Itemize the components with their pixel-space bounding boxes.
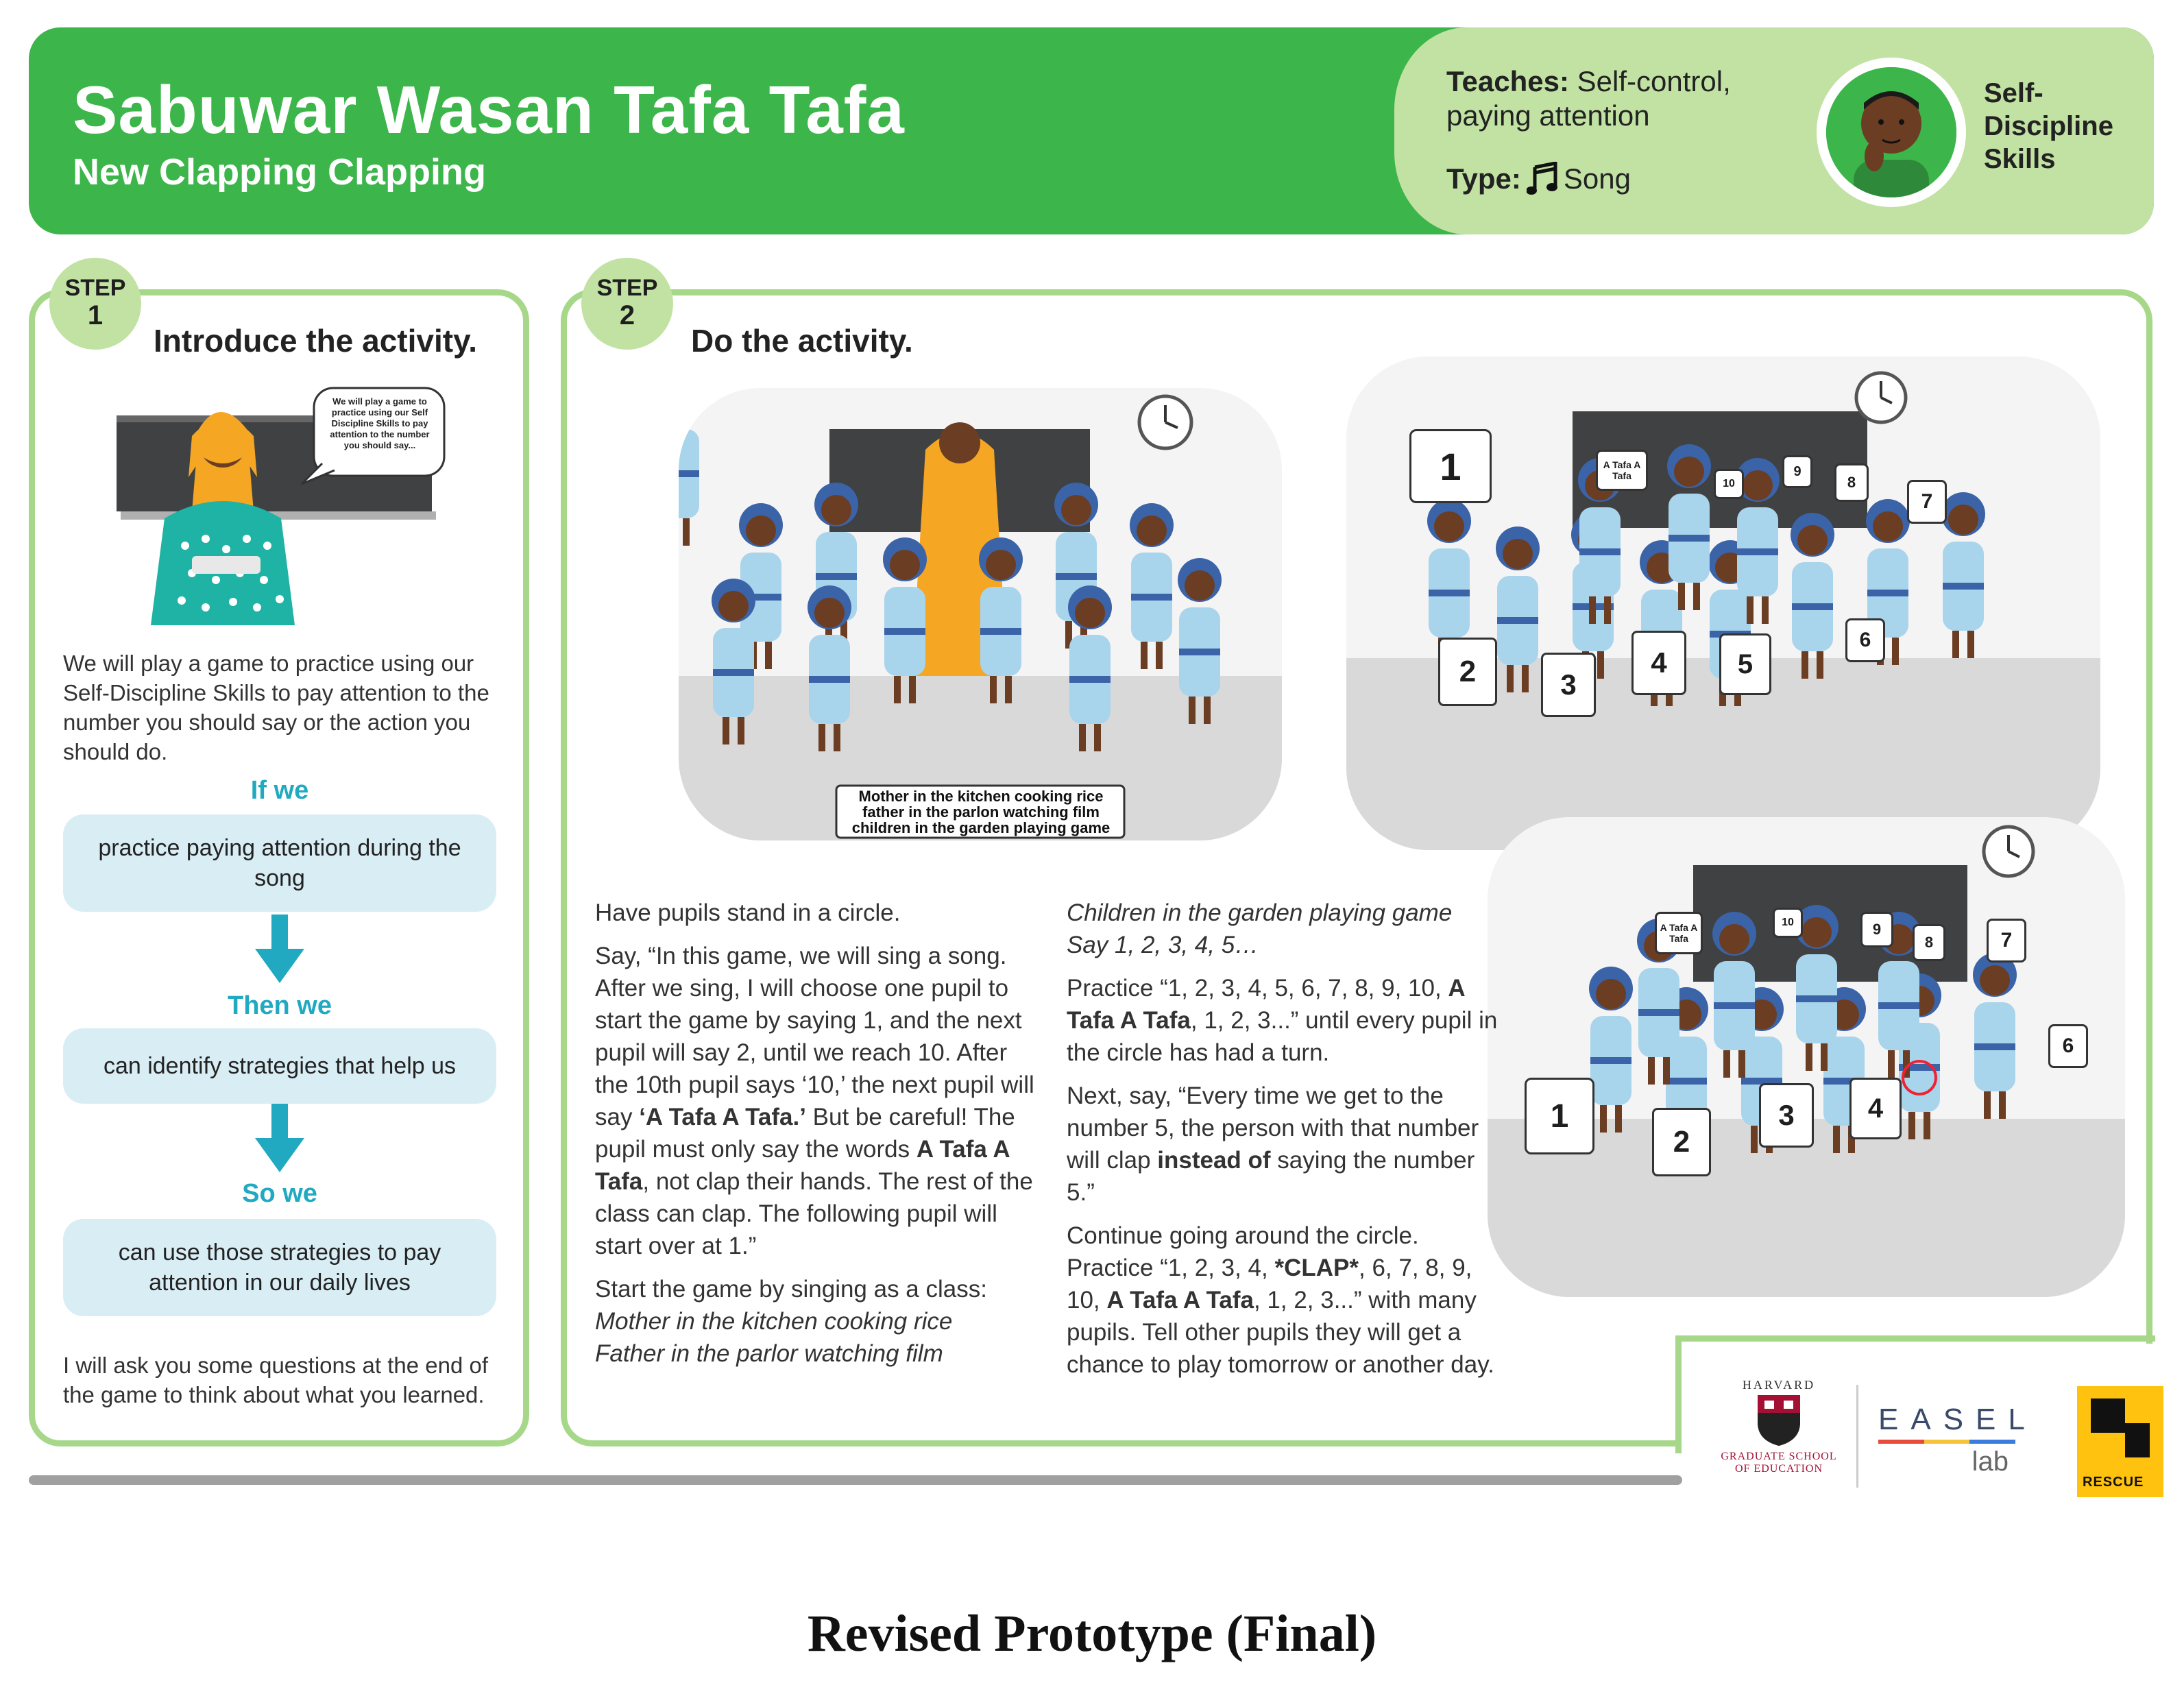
activity-subtitle: New Clapping Clapping xyxy=(73,152,486,193)
flow-label-so: So we xyxy=(242,1179,317,1208)
number-card: 4 xyxy=(1849,1078,1902,1139)
number-card: 7 xyxy=(1907,480,1947,524)
number-card: 1 xyxy=(1409,429,1492,503)
number-card: 2 xyxy=(1438,638,1497,706)
activity-header xyxy=(29,27,2154,234)
flow-box-then: can identify strategies that help us xyxy=(63,1028,496,1104)
step1-badge: STEP 1 xyxy=(49,258,141,350)
flow-label-if: If we xyxy=(250,776,309,805)
step1-title: Introduce the activity. xyxy=(154,323,478,359)
song-caption-box: Mother in the kitchen cooking rice father in the parlon watching film children in the garden playing game xyxy=(851,788,1111,836)
easel-color-bar xyxy=(1878,1440,2015,1444)
step1-closing-text: I will ask you some questions at the end of the game to think about what you learned. xyxy=(63,1353,489,1407)
number-card: 3 xyxy=(1541,653,1596,717)
song-lyrics: Children in the garden playing game Say 1, 2, 3, 4, 5… xyxy=(1067,899,1453,958)
number-card: 8 xyxy=(1834,463,1869,502)
step2-title: Do the activity. xyxy=(691,323,913,359)
number-card: 9 xyxy=(1860,912,1893,947)
flow-label-then: Then we xyxy=(227,991,332,1020)
arrow-down-icon xyxy=(255,1104,304,1172)
number-card: 6 xyxy=(2048,1024,2088,1068)
flow-box-if: practice paying attention during the song xyxy=(63,814,496,912)
number-card: 4 xyxy=(1631,631,1686,695)
harvard-logo: HARVARD GRADUATE SCHOOL OF EDUCATION xyxy=(1721,1378,1837,1475)
instruction-sing: Start the game by singing as a class: Mother in the kitchen cooking rice Father in the parlor watching film xyxy=(595,1276,987,1367)
panel-notch-border xyxy=(1675,1337,1682,1453)
partner-logos xyxy=(1714,1378,2180,1494)
instruction-clap: Next, say, “Every time we get to the number 5, the person with that number will clap instead of saying the number 5.” xyxy=(1067,1082,1479,1206)
panel-notch-border-top xyxy=(1675,1335,2155,1342)
easel-lab-logo: EASEL lab xyxy=(1878,1403,2037,1477)
step2-instructions-col1 xyxy=(595,897,1041,1381)
harvard-shield-icon xyxy=(1755,1392,1803,1447)
number-card: 10 xyxy=(1773,908,1803,938)
footer-divider xyxy=(29,1475,1682,1485)
number-card: 6 xyxy=(1845,618,1885,662)
teaches-label: Teaches: xyxy=(1446,65,1569,97)
teacher-speech-bubble: We will play a game to practice using our Self Discipline Skills to pay attention to the number you should say... xyxy=(330,396,430,450)
flow-box-so: can use those strategies to pay attention in our daily lives xyxy=(63,1219,496,1316)
instruction-say: Say, “In this game, we will sing a song. After we sing, I will choose one pupil to start the game by saying 1, and the next pupil will say 2, until we reach 10. After the 10th pupil says ‘10,’ the next pupil will say ‘A Tafa A Tafa.’ But be careful! The pupil must only say the words A Tafa A Tafa, not clap their hands. The rest of the class can clap. The following pupil will start over at 1.” xyxy=(595,943,1034,1259)
number-card: A Tafa A Tafa xyxy=(1596,450,1648,491)
number-card: 7 xyxy=(1987,919,2026,962)
irc-logo: RESCUE xyxy=(2077,1386,2163,1497)
teacher-illustration xyxy=(117,381,452,625)
number-card: 10 xyxy=(1714,469,1744,499)
teaches-value: Self-control, paying attention xyxy=(1446,65,1731,132)
type-line xyxy=(1446,162,1631,196)
step2-badge: STEP 2 xyxy=(581,258,673,350)
instruction-continue: Continue going around the circle. Practice “1, 2, 3, 4, *CLAP*, 6, 7, 8, 9, 10, A Tafa A Tafa, 1, 2, 3...” with many pupils. Tell other pupils they will get a chance to play tomorrow or another day. xyxy=(1067,1222,1494,1378)
irc-mark-icon xyxy=(2077,1386,2163,1468)
arrow-down-icon xyxy=(255,915,304,983)
step1-intro-text: We will play a game to practice using our Self-Discipline Skills to pay attention to the number you should say or the action you should do. xyxy=(63,651,489,764)
type-label: Type: xyxy=(1446,162,1521,195)
type-value: Song xyxy=(1563,162,1631,195)
number-card: 8 xyxy=(1913,924,1945,961)
number-card: 3 xyxy=(1759,1083,1814,1148)
teaches-line xyxy=(1446,64,1803,133)
number-card: A Tafa A Tafa xyxy=(1655,912,1703,954)
skill-category: Self- Discipline Skills xyxy=(1984,78,2113,174)
number-card: 2 xyxy=(1652,1108,1711,1176)
header-info-panel xyxy=(1385,27,2154,234)
instruction-practice: Practice “1, 2, 3, 4, 5, 6, 7, 8, 9, 10, A Tafa A Tafa, 1, 2, 3...” until every pupil in the circle has had a turn. xyxy=(1067,975,1498,1066)
scene-clap-turn-illustration xyxy=(1488,817,2125,1297)
figure-caption: Revised Prototype (Final) xyxy=(807,1605,1377,1662)
number-card: 1 xyxy=(1525,1078,1594,1154)
number-card: 9 xyxy=(1782,455,1812,488)
step2-instructions-col2 xyxy=(1067,897,1499,1392)
scene-singing-illustration xyxy=(679,388,1282,840)
number-card: 5 xyxy=(1719,633,1771,695)
logo-divider xyxy=(1856,1385,1858,1488)
activity-title: Sabuwar Wasan Tafa Tafa xyxy=(73,72,905,147)
music-note-icon xyxy=(1527,162,1558,196)
instruction-circle: Have pupils stand in a circle. xyxy=(595,899,901,926)
skill-character-avatar xyxy=(1817,58,1966,207)
